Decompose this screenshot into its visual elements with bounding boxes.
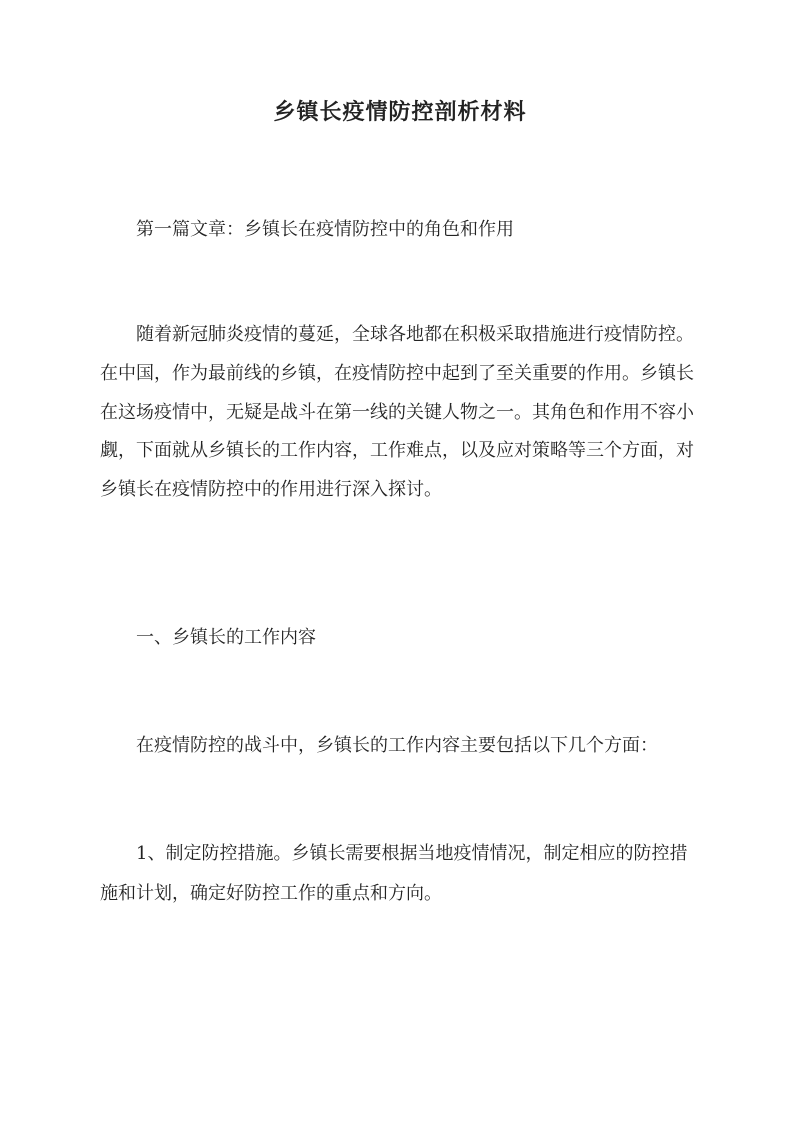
list-item-1: 1、制定防控措施。乡镇长需要根据当地疫情情况，制定相应的防控措施和计划，确定好防控工作的重点和方向。 [100,843,688,904]
section-heading: 一、乡镇长的工作内容 [136,627,316,648]
article-heading: 第一篇文章：乡镇长在疫情防控中的角色和作用 [136,219,514,240]
section-intro-paragraph: 在疫情防控的战斗中，乡镇长的工作内容主要包括以下几个方面： [136,735,658,756]
document-title: 乡镇长疫情防控剖析材料 [273,99,527,125]
intro-paragraph: 随着新冠肺炎疫情的蔓延，全球各地都在积极采取措施进行疫情防控。在中国，作为最前线的乡镇，在疫情防控中起到了至关重要的作用。乡镇长在这场疫情中，无疑是战斗在第一线的关键人物之一。其角色和作用不容小觑，下面就从乡镇长的工作内容，工作难点，以及应对策略等三个方面，对乡镇长在疫情防控中的作用进行深入探讨。 [100,324,694,501]
